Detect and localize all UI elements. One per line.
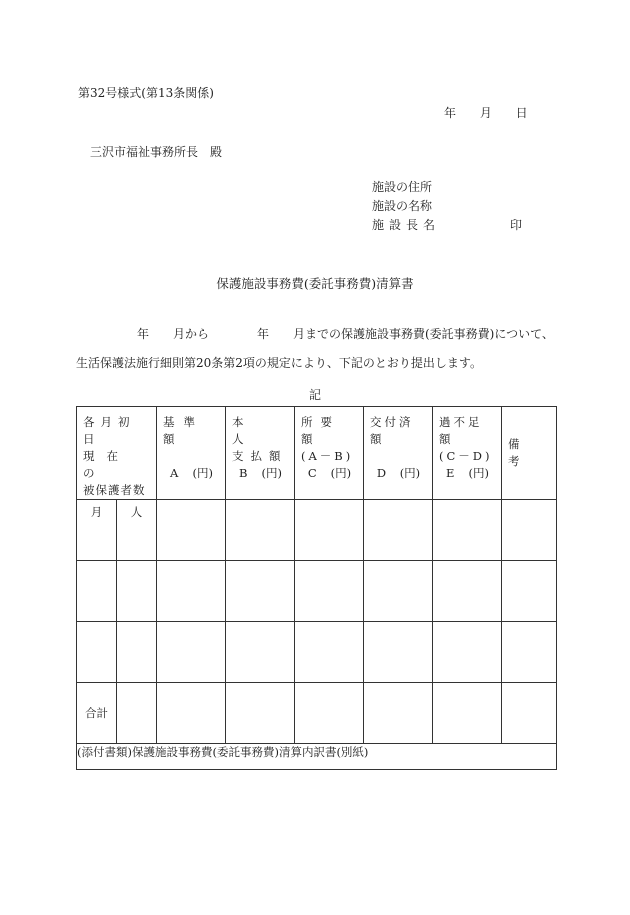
header-standard bbox=[157, 407, 226, 500]
facility-block bbox=[372, 178, 522, 235]
table-cell[interactable] bbox=[77, 622, 117, 683]
body-text bbox=[76, 320, 554, 378]
month-cell bbox=[77, 500, 117, 561]
header-granted-letter: D bbox=[376, 466, 387, 480]
header-required-line1: 所要額 bbox=[301, 415, 340, 446]
header-required-unit: (円) bbox=[330, 466, 352, 480]
facility-head-label: 施設長名 bbox=[372, 218, 441, 232]
table-cell[interactable] bbox=[226, 622, 295, 683]
header-self-pay-line2: 支払額 bbox=[232, 449, 288, 463]
header-recipients-line2: 現在の bbox=[83, 449, 130, 480]
header-recipients-line3: 被保護者数 bbox=[83, 483, 146, 497]
table-cell[interactable] bbox=[117, 561, 157, 622]
table-row bbox=[77, 561, 557, 622]
table-row bbox=[77, 500, 557, 561]
date-line: 年 月 日 bbox=[444, 106, 528, 120]
table-cell[interactable] bbox=[364, 500, 433, 561]
table-cell[interactable] bbox=[226, 500, 295, 561]
document-title: 保護施設事務費(委託事務費)清算書 bbox=[216, 276, 414, 291]
attachment-note: (添付書類)保護施設事務費(委託事務費)清算内訳書(別紙) bbox=[77, 744, 557, 770]
seal-mark: 印 bbox=[510, 218, 523, 232]
header-standard-label: 基準額 bbox=[163, 415, 204, 446]
header-self-pay-unit: (円) bbox=[261, 466, 282, 480]
table-cell[interactable] bbox=[157, 500, 226, 561]
table-cell[interactable] bbox=[117, 683, 157, 744]
person-label: 人 bbox=[130, 505, 143, 519]
total-row bbox=[77, 683, 557, 744]
header-remarks bbox=[502, 407, 557, 500]
header-self-pay-letter: B bbox=[239, 466, 248, 480]
header-remarks-label: 備考 bbox=[508, 437, 538, 468]
table-cell[interactable] bbox=[502, 561, 557, 622]
table-cell[interactable] bbox=[157, 683, 226, 744]
header-recipients bbox=[77, 407, 157, 500]
header-required bbox=[295, 407, 364, 500]
header-standard-unit: (円) bbox=[192, 466, 213, 480]
table-cell[interactable] bbox=[77, 561, 117, 622]
table-row bbox=[77, 622, 557, 683]
header-granted-unit: (円) bbox=[399, 466, 421, 480]
table-cell[interactable] bbox=[157, 561, 226, 622]
table-cell[interactable] bbox=[502, 500, 557, 561]
header-required-letter: C bbox=[307, 466, 317, 480]
ki-mark: 記 bbox=[308, 388, 321, 402]
addressee: 三沢市福祉事務所長 殿 bbox=[90, 145, 223, 159]
header-granted bbox=[364, 407, 433, 500]
facility-name-label: 施設の名称 bbox=[372, 199, 433, 213]
table-cell[interactable] bbox=[502, 683, 557, 744]
header-recipients-line1: 各月初日 bbox=[83, 415, 136, 446]
table-cell[interactable] bbox=[117, 622, 157, 683]
header-granted-label: 交付済額 bbox=[370, 415, 414, 446]
table-cell[interactable] bbox=[502, 622, 557, 683]
header-standard-letter: A bbox=[170, 466, 179, 480]
header-self-pay bbox=[226, 407, 295, 500]
header-difference-letter: E bbox=[446, 466, 455, 480]
header-difference-line2: (C－D) bbox=[439, 449, 493, 463]
total-label: 合計 bbox=[77, 683, 117, 744]
header-self-pay-line1: 本人 bbox=[232, 415, 278, 446]
header-difference bbox=[433, 407, 502, 500]
person-cell bbox=[117, 500, 157, 561]
table-cell[interactable] bbox=[226, 683, 295, 744]
table-cell[interactable] bbox=[433, 561, 502, 622]
table-cell[interactable] bbox=[364, 622, 433, 683]
body-line-1: 年 月から 年 月までの保護施設事務費(委託事務費)について、 bbox=[137, 327, 554, 341]
header-difference-line1: 過不足額 bbox=[439, 415, 483, 446]
header-row bbox=[77, 407, 557, 500]
body-line-2: 生活保護法施行細則第20条第2項の規定により、下記のとおり提出します。 bbox=[76, 356, 482, 370]
table-cell[interactable] bbox=[295, 561, 364, 622]
attachment-row bbox=[77, 744, 557, 770]
table-cell[interactable] bbox=[364, 561, 433, 622]
table-cell[interactable] bbox=[295, 500, 364, 561]
table-cell[interactable] bbox=[433, 500, 502, 561]
table-cell[interactable] bbox=[364, 683, 433, 744]
table-cell[interactable] bbox=[157, 622, 226, 683]
form-number: 第32号様式(第13条関係) bbox=[78, 86, 214, 100]
settlement-table bbox=[76, 406, 557, 770]
facility-address-label: 施設の住所 bbox=[372, 180, 433, 194]
header-difference-unit: (円) bbox=[468, 466, 489, 480]
table-cell[interactable] bbox=[295, 683, 364, 744]
table-cell[interactable] bbox=[295, 622, 364, 683]
header-required-line2: (A－B) bbox=[301, 449, 354, 463]
table-cell[interactable] bbox=[226, 561, 295, 622]
month-label: 月 bbox=[90, 505, 103, 519]
facility-head-row bbox=[372, 216, 522, 235]
table-cell[interactable] bbox=[433, 622, 502, 683]
table-cell[interactable] bbox=[433, 683, 502, 744]
